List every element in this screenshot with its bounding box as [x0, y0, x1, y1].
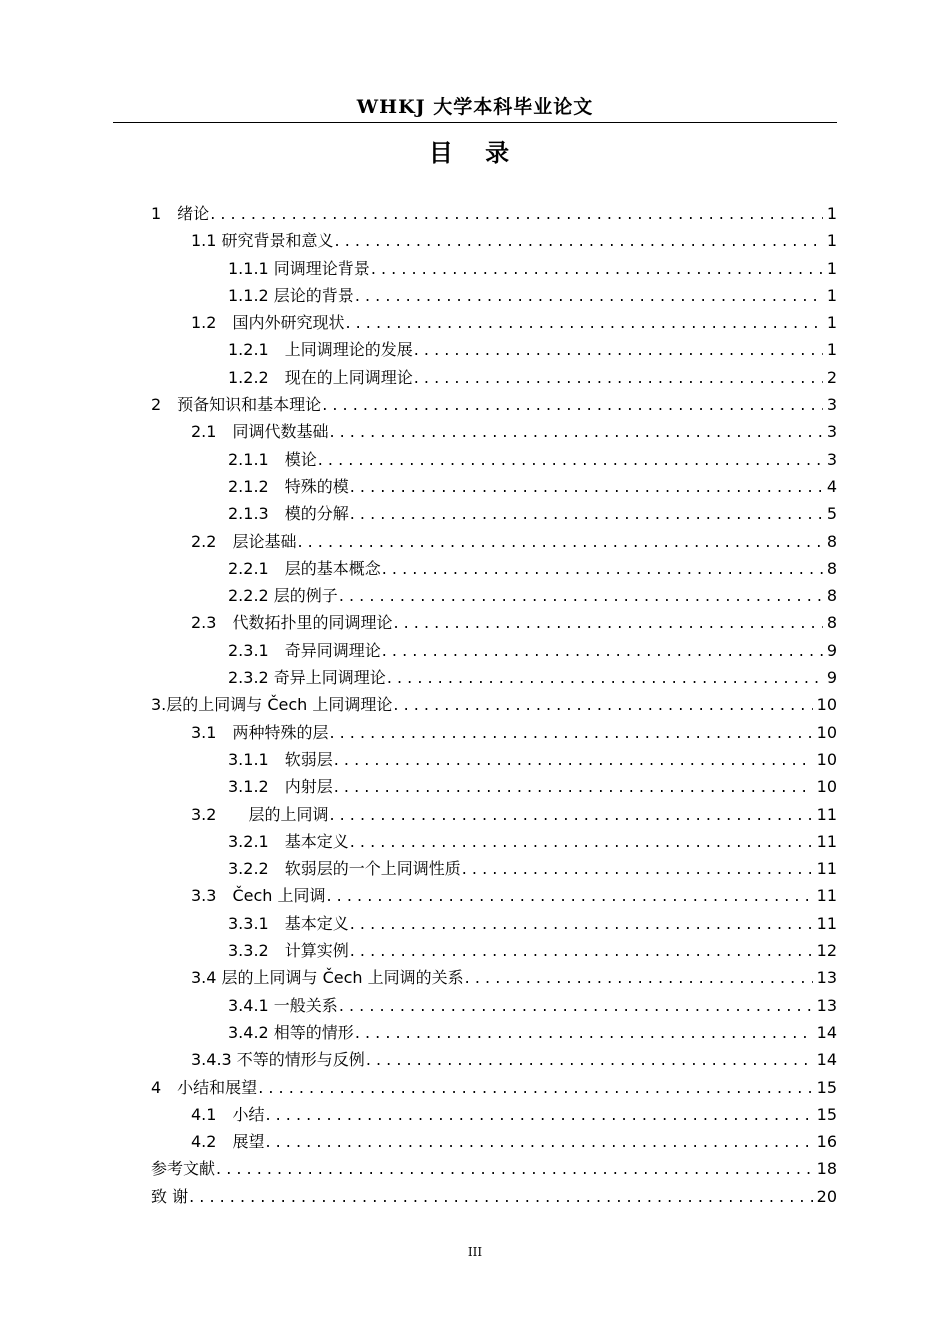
toc-entry-label: 2.3.1 奇异同调理论 — [228, 640, 381, 660]
toc-entry[interactable] — [151, 555, 837, 582]
toc-entry[interactable] — [151, 200, 837, 227]
toc-leader-dots — [392, 609, 822, 636]
toc-leader-dots — [349, 828, 813, 855]
toc-leader-dots — [349, 937, 813, 964]
toc-entry-label: 2.1 同调代数基础 — [191, 422, 329, 442]
toc-leader-dots — [188, 1183, 813, 1210]
toc-entry-label: 1.1.1 同调理论背景 — [228, 258, 370, 278]
toc-leader-dots — [317, 446, 823, 473]
toc-entry-label: 2 预备知识和基本理论 — [151, 395, 322, 415]
toc-entry[interactable] — [151, 855, 837, 882]
toc-entry-label: 4 小结和展望 — [151, 1077, 258, 1097]
toc-entry[interactable] — [151, 282, 837, 309]
toc-leader-dots — [349, 473, 823, 500]
page-title: 目 录 — [428, 139, 522, 167]
toc-leader-dots — [413, 364, 823, 391]
toc-entry-label: 1.1 研究背景和意义 — [191, 231, 334, 251]
toc-entry[interactable] — [151, 1019, 837, 1046]
toc-entry-page: 3 — [826, 395, 837, 415]
toc-entry-page: 12 — [816, 941, 837, 961]
toc-entry-page: 11 — [816, 886, 837, 906]
toc-entry-page: 2 — [826, 367, 837, 387]
running-header-text: WHKJ 大学本科毕业论文 — [356, 96, 594, 118]
toc-entry[interactable] — [151, 609, 837, 636]
toc-entry-label: 2.1.2 特殊的模 — [228, 476, 349, 496]
toc-leader-dots — [461, 855, 813, 882]
toc-entry-label: 3.2.1 基本定义 — [228, 831, 349, 851]
toc-leader-dots — [370, 255, 823, 282]
toc-leader-dots — [333, 746, 813, 773]
toc-entry[interactable] — [151, 1046, 837, 1073]
toc-entry-page: 1 — [826, 204, 837, 223]
toc-entry-page: 8 — [826, 558, 837, 578]
toc-entry-page: 4 — [826, 476, 837, 496]
toc-entry[interactable] — [151, 910, 837, 937]
toc-entry-page: 8 — [826, 531, 837, 551]
toc-leader-dots — [349, 910, 813, 937]
toc-entry[interactable] — [151, 773, 837, 800]
toc-entry-page: 5 — [826, 504, 837, 524]
toc-entry[interactable] — [151, 882, 837, 909]
toc-entry-page: 1 — [826, 231, 837, 251]
toc-entry[interactable] — [151, 528, 837, 555]
toc-entry-page: 13 — [816, 995, 837, 1015]
table-of-contents — [151, 200, 837, 1210]
toc-leader-dots — [264, 1101, 812, 1128]
toc-entry-label: 3.1 两种特殊的层 — [191, 722, 329, 742]
toc-entry-label: 2.2.1 层的基本概念 — [228, 558, 381, 578]
toc-entry-label: 3.2 层的上同调 — [191, 804, 329, 824]
toc-entry-page: 1 — [826, 285, 837, 305]
toc-entry-page: 8 — [826, 613, 837, 633]
running-header — [113, 94, 837, 123]
toc-leader-dots — [354, 1019, 813, 1046]
toc-entry[interactable] — [151, 937, 837, 964]
toc-entry-label: 2.3.2 奇异上同调理论 — [228, 668, 386, 688]
toc-entry-label: 4.2 展望 — [191, 1132, 265, 1152]
toc-entry[interactable] — [151, 446, 837, 473]
toc-entry[interactable] — [151, 1155, 837, 1182]
toc-entry-label: 4.1 小结 — [191, 1104, 265, 1124]
toc-entry-page: 14 — [816, 1050, 837, 1070]
toc-entry-page: 3 — [826, 449, 837, 469]
toc-entry-page: 18 — [816, 1159, 837, 1179]
toc-entry[interactable] — [151, 391, 837, 418]
toc-entry-page: 10 — [816, 695, 837, 715]
toc-leader-dots — [257, 1074, 812, 1101]
toc-entry-label: 3.4.2 相等的情形 — [228, 1022, 354, 1042]
toc-entry-page: 1 — [826, 258, 837, 278]
toc-entry-label: 参考文献 — [151, 1159, 216, 1179]
toc-leader-dots — [354, 282, 823, 309]
toc-entry-page: 11 — [816, 913, 837, 933]
toc-entry-label: 2.3 代数拓扑里的同调理论 — [191, 613, 393, 633]
toc-leader-dots — [349, 500, 823, 527]
toc-entry[interactable] — [151, 691, 837, 718]
toc-entry-page: 15 — [816, 1104, 837, 1124]
toc-entry-label: 3.4.3 不等的情形与反例 — [191, 1050, 365, 1070]
toc-entry-page: 1 — [826, 313, 837, 333]
toc-entry[interactable] — [151, 1183, 837, 1210]
toc-entry[interactable] — [151, 473, 837, 500]
toc-entry[interactable] — [151, 309, 837, 336]
toc-entry-page: 3 — [826, 422, 837, 442]
toc-leader-dots — [338, 582, 823, 609]
toc-entry-page: 14 — [816, 1022, 837, 1042]
toc-entry-page: 20 — [816, 1186, 837, 1206]
toc-entry-page: 1 — [826, 340, 837, 360]
toc-entry-label: 1.1.2 层论的背景 — [228, 285, 354, 305]
toc-entry-label: 3.层的上同调与 Čech 上同调理论 — [151, 695, 393, 715]
toc-entry-label: 3.1.1 软弱层 — [228, 749, 333, 769]
toc-leader-dots — [392, 691, 812, 718]
toc-entry-page: 10 — [816, 722, 837, 742]
toc-entry-page: 11 — [816, 831, 837, 851]
toc-leader-dots — [321, 391, 823, 418]
toc-entry-label: 1.2.1 上同调理论的发展 — [228, 340, 413, 360]
toc-leader-dots — [365, 1046, 813, 1073]
toc-entry-label: 1 绪论 — [151, 204, 210, 223]
toc-entry-page: 9 — [826, 668, 837, 688]
toc-entry[interactable] — [151, 1101, 837, 1128]
toc-entry[interactable] — [151, 664, 837, 691]
toc-leader-dots — [413, 336, 823, 363]
toc-entry[interactable] — [151, 1128, 837, 1155]
toc-leader-dots — [381, 555, 823, 582]
toc-entry[interactable] — [151, 418, 837, 445]
toc-entry-label: 2.2 层论基础 — [191, 531, 297, 551]
toc-entry-label: 2.2.2 层的例子 — [228, 586, 338, 606]
toc-entry-page: 16 — [816, 1132, 837, 1152]
toc-leader-dots — [333, 773, 813, 800]
toc-entry-page: 11 — [816, 859, 837, 879]
toc-entry-page: 11 — [816, 804, 837, 824]
toc-leader-dots — [328, 719, 812, 746]
toc-leader-dots — [328, 418, 822, 445]
toc-entry-page: 9 — [826, 640, 837, 660]
toc-entry-label: 1.2.2 现在的上同调理论 — [228, 367, 413, 387]
toc-entry[interactable] — [151, 746, 837, 773]
toc-leader-dots — [264, 1128, 812, 1155]
toc-entry-label: 3.3 Čech 上同调 — [191, 886, 326, 906]
page-number: III — [467, 1245, 483, 1259]
toc-entry-page: 13 — [816, 968, 837, 988]
toc-entry[interactable] — [151, 582, 837, 609]
toc-leader-dots — [334, 227, 823, 254]
toc-entry[interactable] — [151, 227, 837, 254]
toc-leader-dots — [296, 528, 822, 555]
toc-entry[interactable] — [151, 801, 837, 828]
toc-entry[interactable] — [151, 828, 837, 855]
toc-entry-label: 3.3.2 计算实例 — [228, 941, 349, 961]
toc-entry[interactable] — [151, 364, 837, 391]
toc-entry[interactable] — [151, 336, 837, 363]
toc-entry-label: 1.2 国内外研究现状 — [191, 313, 345, 333]
toc-entry-label: 3.4 层的上同调与 Čech 上同调的关系 — [191, 968, 464, 988]
toc-leader-dots — [344, 309, 822, 336]
toc-entry-label: 3.4.1 一般关系 — [228, 995, 338, 1015]
toc-leader-dots — [338, 992, 813, 1019]
toc-entry-page: 10 — [816, 749, 837, 769]
toc-entry[interactable] — [151, 992, 837, 1019]
toc-entry-label: 致 谢 — [151, 1186, 189, 1206]
toc-entry-page: 15 — [816, 1077, 837, 1097]
toc-leader-dots — [209, 200, 823, 227]
toc-leader-dots — [386, 664, 823, 691]
toc-leader-dots — [328, 801, 812, 828]
toc-entry-label: 3.1.2 内射层 — [228, 777, 333, 797]
toc-entry[interactable] — [151, 1074, 837, 1101]
toc-entry-label: 3.3.1 基本定义 — [228, 913, 349, 933]
toc-leader-dots — [215, 1155, 813, 1182]
toc-leader-dots — [381, 637, 823, 664]
toc-entry[interactable] — [151, 255, 837, 282]
toc-entry-label: 2.1.1 模论 — [228, 449, 317, 469]
toc-entry[interactable] — [151, 500, 837, 527]
toc-entry-page: 10 — [816, 777, 837, 797]
toc-entry-label: 3.2.2 软弱层的一个上同调性质 — [228, 859, 461, 879]
toc-entry[interactable] — [151, 637, 837, 664]
toc-leader-dots — [464, 964, 813, 991]
toc-entry-page: 8 — [826, 586, 837, 606]
toc-entry[interactable] — [151, 719, 837, 746]
toc-entry-label: 2.1.3 模的分解 — [228, 504, 349, 524]
toc-leader-dots — [326, 882, 813, 909]
toc-entry[interactable] — [151, 964, 837, 991]
